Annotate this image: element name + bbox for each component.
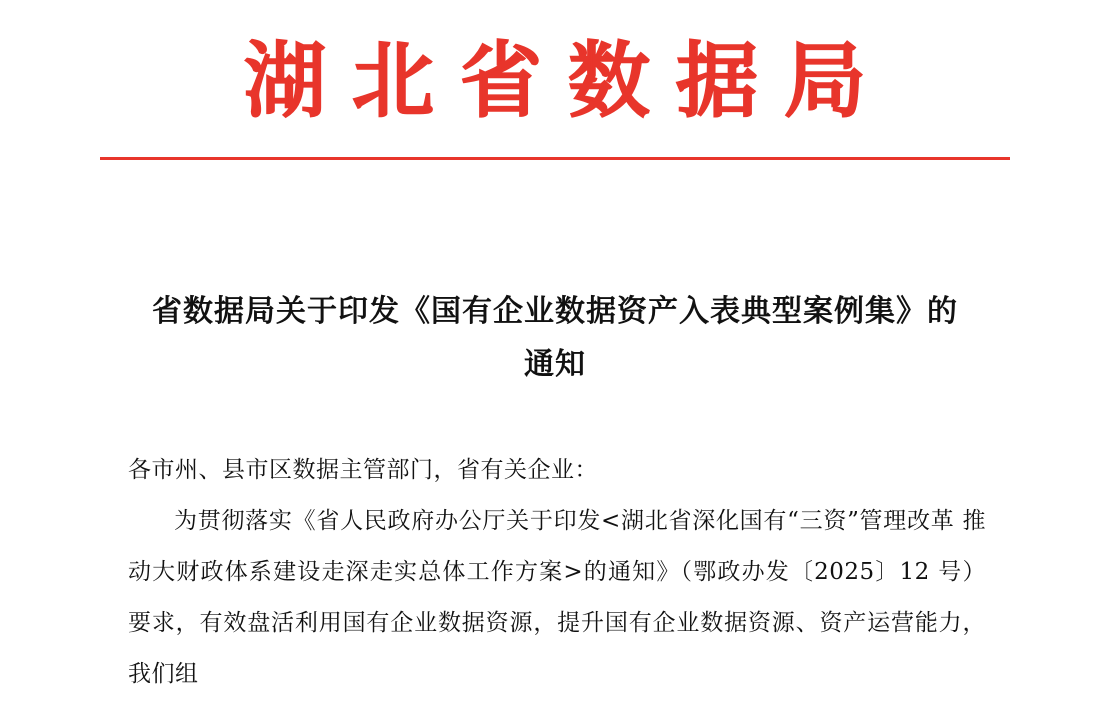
document-body	[128, 445, 986, 700]
issuing-organization: 湖北省数据局	[243, 33, 892, 129]
document-title: 省数据局关于印发《国有企业数据资产入表典型案例集》的通知	[152, 294, 958, 382]
masthead-red-rule	[100, 157, 1010, 160]
salutation: 各市州、县市区数据主管部门，省有关企业：	[128, 457, 598, 483]
masthead	[0, 33, 1110, 129]
body-paragraph-1: 为贯彻落实《省人民政府办公厅关于印发<湖北省深化国有“三资”管理改革 推动大财政体系建设走深走实总体工作方案>的通知》（鄂政办发〔2025〕12 号）要求，有效盘活利用国有企业数据资源，提升国有企业数据资源、资产运营能力，我们组	[128, 508, 986, 687]
